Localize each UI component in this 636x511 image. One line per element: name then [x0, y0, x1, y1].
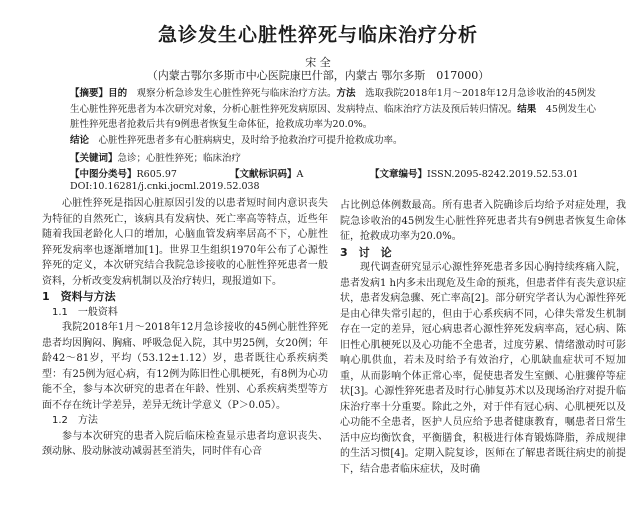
- abstract: [70, 86, 596, 148]
- article-label: 【文章编号】: [370, 169, 428, 180]
- clc-value: R605.97: [136, 169, 177, 180]
- author: 宋 全: [305, 56, 331, 69]
- doi: DOI:10.16281/j.cnki.jocml.2019.52.038: [70, 181, 260, 192]
- result-paragraph: 占比例总体例数最高。所有患者入院确诊后均给予对症处理，我院急诊收治的45例发生心脏性猝死患者共有9例患者恢复生命体征，抢救成功率为20.0%。: [340, 200, 626, 242]
- doc-label: 【文献标识码】: [230, 169, 297, 180]
- conclusion-label: 结论: [70, 134, 90, 146]
- abstract-result: 45例发生心脏性猝死患者抢救后共有9例患者恢复生命体征，抢救成功率为20.0%。: [70, 103, 596, 130]
- keywords: [70, 150, 241, 164]
- article-value: ISSN.2095-8242.2019.52.53.01: [427, 169, 579, 180]
- keywords-text: 急诊；心脏性猝死；临床治疗: [117, 153, 242, 164]
- affiliation: （内蒙古鄂尔多斯市中心医院康巴什部，内蒙古 鄂尔多斯 017000）: [146, 69, 490, 82]
- meta-row: [70, 166, 578, 180]
- left-column: [42, 196, 328, 460]
- abstract-label: 【摘要】目的: [70, 88, 128, 99]
- doc-value: A: [296, 169, 304, 180]
- section-heading-3: 3 讨 论: [340, 245, 392, 259]
- method-label: 方法: [336, 88, 356, 99]
- intro-paragraph: 心脏性猝死是指因心脏原因引发的以患者短时间内意识丧失为特征的自然死亡，该病具有发病快、死亡率高等特点，近些年随着我国老龄化人口的增加，心脑血管发病率居高不下，心脏性猝死发病率也逐渐增加[1]。世界卫生组织1970年公布了心源性猝死的定义，本次研究结合我院急诊接收的心脏性猝死患者一般资料，分析改变发病机制以及治疗转归，现报道如下。: [42, 198, 328, 287]
- general-data-paragraph: 我院2018年1月～2018年12月急诊接收的45例心脏性猝死患者均因胸闷、胸痛、呼吸急促入院，其中男25例，女20例；年龄42～81岁，平均（53.12±1.12）岁，患者既往心系疾病类型：有25例为冠心病，有12例为陈旧性心肌梗死，有8例为心功能不全，参与本次研究的患者在年龄、性别、心系疾病类型等方面不存在统计学差异，差异无统计学意义（P＞0.05）。: [42, 322, 328, 411]
- abstract-conclusion: 心脏性猝死患者多有心脏病病史，及时给予抢救治疗可提升抢救成功率。: [89, 134, 403, 146]
- discussion-paragraph: 现代调查研究显示心源性猝死患者多因心胸持续疼痛入院，患者发病1 h内多未出现危及生命的预兆，但患者伴有丧失意识症状，患者发病急骤、死亡率高[2]。部分研究学者认为心源性猝死是由心律失常引起的，但由于心系疾病不同，心律失常发生机制存在一定的差异，冠心病患者心源性猝死发病率高，冠心病、陈旧性心肌梗死以及心功能不全患者，过度劳累、情绪激动时可影响心肌供血，若未及时给予有效治疗，心肌缺血症状可不短加重，从而影响个体正常心率，促使患者发生室颤、心脏骤停等症状[3]。心源性猝死患者及时行心肺复苏术以及现场治疗对提升临床治疗率十分重要。除此之外，对于伴有冠心病、心肌梗死以及心功能不全患者，医护人员应给予患者健康教育，嘱患者日常生活中应均衡饮食，平衡膳食，积极进行体育锻炼降脂，养成规律的生活习惯[4]。定期入院复诊，医师在了解患者既往病史的前提下，结合患者临床症状，及时确: [340, 262, 626, 475]
- abstract-method: 选取我院2018年1月～2018年12月急诊收治的45例发生心脏性猝死患者为本次研究对象，分析心脏性猝死发病原因、发病特点、临床治疗方法及预后转归情况。: [70, 88, 596, 115]
- clc-label: 【中图分类号】: [70, 169, 137, 180]
- paper-title: 急诊发生心脏性猝死与临床治疗分析: [157, 24, 478, 46]
- result-label: 结果: [517, 103, 537, 115]
- section-heading-1: 1 资料与方法: [42, 290, 116, 303]
- subsection-heading-1-2: 1.2 方法: [52, 415, 98, 426]
- right-column: [340, 198, 626, 477]
- abstract-objective: 观察分析急诊发生心脏性猝死与临床治疗方法。: [127, 88, 337, 99]
- method-paragraph: 参与本次研究的患者入院后临床检查显示患者均意识丧失、颈动脉、股动脉波动减弱甚至消失，同时伴有心音: [42, 430, 328, 457]
- keywords-label: 【关键词】: [70, 153, 118, 164]
- subsection-heading-1-1: 1.1 一般资料: [52, 306, 118, 318]
